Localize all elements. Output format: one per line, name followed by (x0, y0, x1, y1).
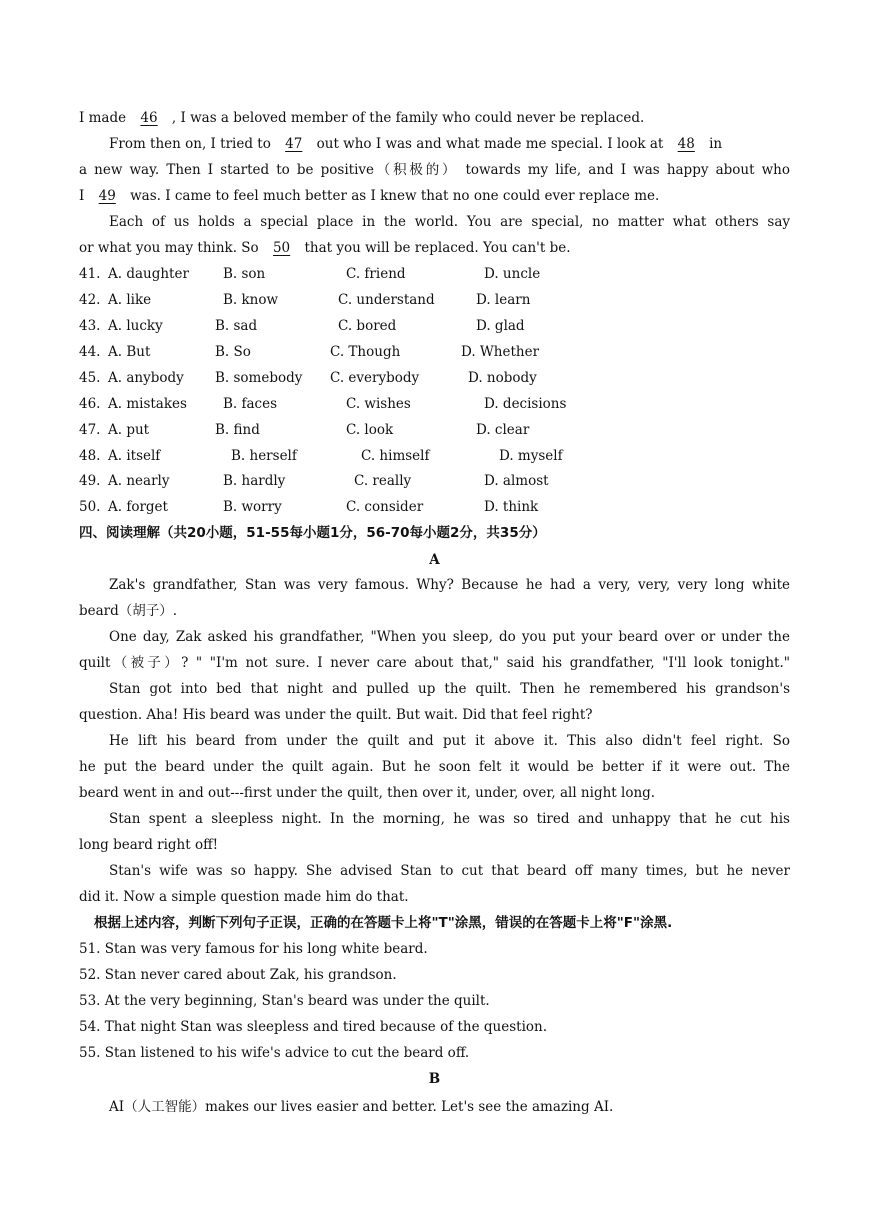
story-line: Stan spent a sleepless night. In the morning, he was so tired and unhappy that he cut his (109, 811, 790, 827)
story-line: beard went in and out---first under the quilt, then over it, under, over, all night long. (79, 785, 656, 801)
tf-statement: 51. Stan was very famous for his long white beard. (79, 941, 428, 957)
tf-statement: 52. Stan never cared about Zak, his grandson. (79, 967, 397, 983)
story-line: Stan's wife was so happy. She advised Stan to cut that beard off many times, but he never (109, 863, 790, 879)
blank-49: 49 (98, 188, 116, 204)
story-line: beard（胡子）. (79, 603, 178, 619)
tf-statement: 53. At the very beginning, Stan's beard was under the quilt. (79, 993, 490, 1009)
section-heading: 四、阅读理解（共20小题，51-55每小题1分，56-70每小题2分，共35分） (79, 525, 546, 541)
tf-statement: 55. Stan listened to his wife's advice to cut the beard off. (79, 1045, 470, 1061)
passage-line: I made 46 , I was a beloved member of the family who could never be replaced. (79, 110, 645, 126)
part-b-line: AI（人工智能）makes our lives easier and better. Let's see the amazing AI. (109, 1099, 614, 1115)
passage-line: Each of us holds a special place in the world. You are special, no matter what others say (109, 214, 790, 230)
story-line: did it. Now a simple question made him do that. (79, 889, 409, 905)
exam-page: I made 46 , I was a beloved member of the family who could never be replaced. From then on, I tried to 47 out who I was and what made me special. I look at 48 in a new way. Then I started to be positive（积极的） towards my life, and I was happy about who I 49 was. I came to feel much better as I knew that no one could ever replace me. Each of us holds a special place in the world. You are special, no matter what others say or what you may think. So 50 that you will be replaced. You can't be. 41. A. daughter B. son C. friend D. uncle 42. A. like B. know C. understand D. learn 43. A. lucky B. sad C. bored D. glad 44. A. But B. So C. Though D. Whether 45. A. anybody B. somebody C. everybody D. nobody 46. A. mistakes B. faces C. wishes D. decisions 47. A. put B. find C. look D. clear 48. A. itself B. herself C. himself D. myself 49. A. nearly B. hardly C. really D. almost 50. A. forget B. worry C. consider D. think 四、阅读理解（共20小题，51-55每小题1分，56-70每小题2分，共35分） A Zak's grandfather, Stan was very famous. Why? Because he had a very, very, very long white beard（胡子）. One day, Zak asked his grandfather, "When you sleep, do you put your beard over or under the quilt（被子）? " "I'm not sure. I never care about that," said his grandfather, "I'll look tonight." Stan got into bed that night and pulled up the quilt. Then he remembered his grandson's question. Aha! His beard was under the quilt. But wait. Did that feel right? He lift his beard from under the quilt and put it above it. This also didn't feel right. So he put the beard under the quilt again. But he soon felt it would be better if it were out. The beard went in and out---first under the quilt, then over it, under, over, all night long. Stan spent a sleepless night. In the morning, he was so tired and unhappy that he cut his long beard right off! Stan's wife was so happy. She advised Stan to cut that beard off many times, but he never did it. Now a simple question made him do that. 根据上述内容，判断下列句子正误，正确的在答题卡上将"T"涂黑，错误的在答题卡上将"F"涂黑. 51. Stan was very famous for his long white beard. 52. Stan never cared about Zak, his grandson. 53. At the very beginning, Stan's beard was under the quilt. 54. That night Stan was sleepless and tired because of the question. 55. Stan listened to his wife's advice to cut the beard off. B AI（人工智能）makes our lives easier and better. Let's see the amazing AI. (0, 0, 869, 1228)
passage-line: a new way. Then I started to be positive（积极的） towards my life, and I was happy about who (79, 162, 790, 178)
story-line: long beard right off! (79, 837, 219, 853)
tf-statement: 54. That night Stan was sleepless and tired because of the question. (79, 1019, 548, 1035)
story-line: quilt（被子）? " "I'm not sure. I never care about that," said his grandfather, "I'll look tonight." (79, 655, 790, 671)
passage-line: or what you may think. So 50 that you will be replaced. You can't be. (79, 240, 571, 256)
passage-line: I 49 was. I came to feel much better as I knew that no one could ever replace me. (79, 188, 660, 204)
blank-50: 50 (272, 240, 291, 256)
story-line: One day, Zak asked his grandfather, "When you sleep, do you put your beard over or under the (109, 629, 790, 645)
blank-47: 47 (285, 136, 303, 152)
story-line: He lift his beard from under the quilt and put it above it. This also didn't feel right. So (109, 733, 790, 749)
story-line: he put the beard under the quilt again. But he soon felt it would be better if it were out. The (79, 759, 790, 775)
blank-46: 46 (140, 110, 158, 126)
blank-48: 48 (677, 136, 695, 152)
story-line: question. Aha! His beard was under the quilt. But wait. Did that feel right? (79, 707, 593, 723)
passage-line: From then on, I tried to 47 out who I was and what made me special. I look at 48 in (109, 136, 723, 152)
tf-instruction: 根据上述内容，判断下列句子正误，正确的在答题卡上将"T"涂黑，错误的在答题卡上将"F"涂黑. (94, 915, 673, 931)
part-a-title: A (429, 552, 440, 568)
part-b-title: B (428, 1071, 441, 1087)
story-line: Zak's grandfather, Stan was very famous. Why? Because he had a very, very, very long white (109, 577, 790, 593)
story-line: Stan got into bed that night and pulled up the quilt. Then he remembered his grandson's (109, 681, 790, 697)
